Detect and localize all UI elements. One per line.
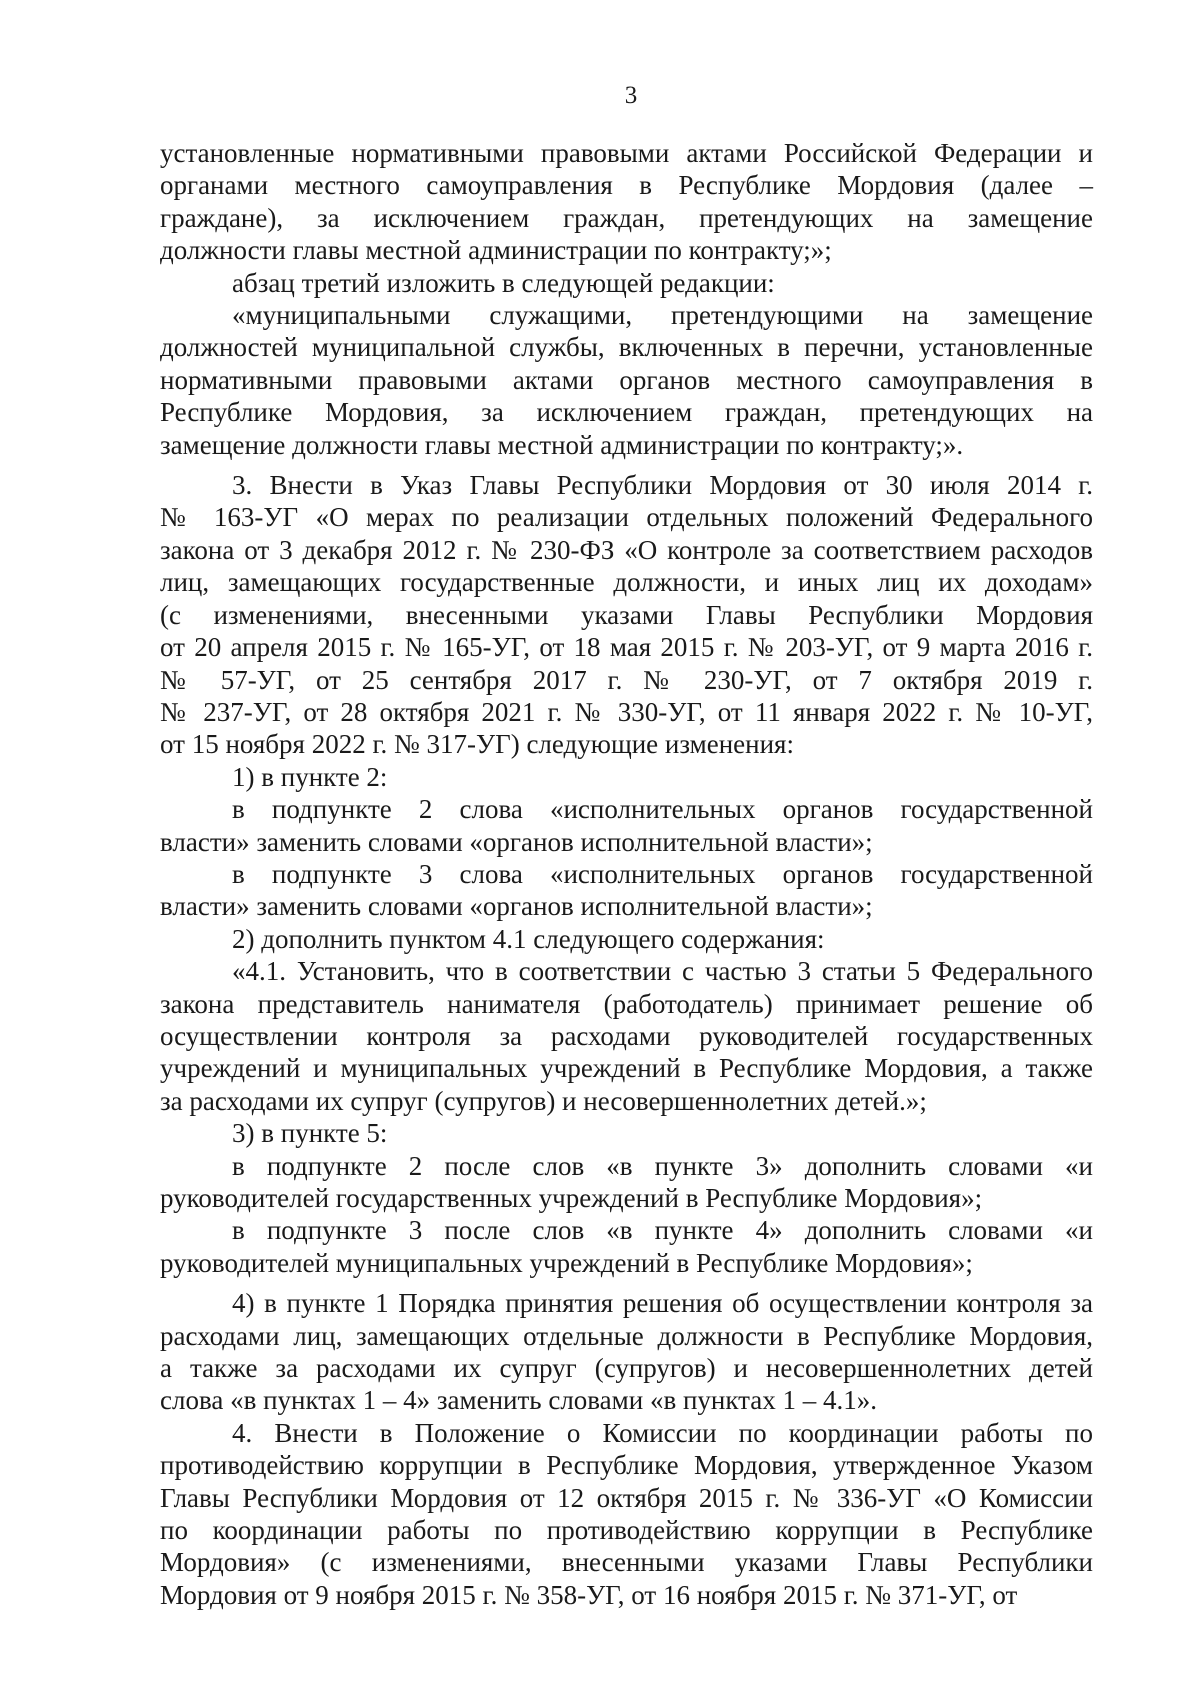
text-line: по координации работы по противодействию коррупции в Республике bbox=[160, 1515, 1093, 1546]
text-line: 4. Внести в Положение о Комиссии по координации работы по bbox=[232, 1417, 1093, 1448]
text-line: в подпункте 3 после слов «в пункте 4» дополнить словами «и bbox=[232, 1215, 1093, 1246]
text-line: Главы Республики Мордовия от 12 октября 2015 г. № 336-УГ «О Комиссии bbox=[160, 1482, 1093, 1513]
text-line: органами местного самоуправления в Республике Мордовия (далее – bbox=[160, 170, 1093, 201]
text-line: нормативными правовыми актами органов местного самоуправления в bbox=[160, 364, 1093, 395]
paragraph bbox=[160, 1117, 1093, 1149]
text-line: абзац третий изложить в следующей редакции: bbox=[232, 267, 775, 298]
text-line: должности главы местной администрации по контракту;»; bbox=[160, 235, 832, 266]
paragraph bbox=[160, 137, 1093, 267]
text-line: руководителей муниципальных учреждений в Республике Мордовия»; bbox=[160, 1247, 973, 1278]
text-line: замещение должности главы местной администрации по контракту;». bbox=[160, 429, 964, 460]
paragraph bbox=[160, 469, 1093, 761]
text-line: закона представитель нанимателя (работодатель) принимает решение об bbox=[160, 988, 1093, 1019]
text-line: осуществлении контроля за расходами руководителей государственных bbox=[160, 1020, 1093, 1051]
text-line: (с изменениями, внесенными указами Главы Республики Мордовия bbox=[160, 599, 1093, 630]
text-line: в подпункте 2 после слов «в пункте 3» дополнить словами «и bbox=[232, 1150, 1093, 1181]
paragraph bbox=[160, 761, 1093, 793]
text-line: 1) в пункте 2: bbox=[232, 761, 388, 792]
text-line: от 15 ноября 2022 г. № 317-УГ) следующие изменения: bbox=[160, 729, 794, 760]
text-line: 3) в пункте 5: bbox=[232, 1118, 388, 1149]
text-line: Мордовия от 9 ноября 2015 г. № 358-УГ, от 16 ноября 2015 г. № 371-УГ, от bbox=[160, 1579, 1018, 1610]
text-line: закона от 3 декабря 2012 г. № 230-ФЗ «О контроле за соответствием расходов bbox=[160, 534, 1093, 565]
text-line: власти» заменить словами «органов исполнительной власти»; bbox=[160, 826, 873, 857]
text-line: учреждений и муниципальных учреждений в Республике Мордовия, а также bbox=[160, 1053, 1093, 1084]
paragraph bbox=[160, 1417, 1093, 1611]
paragraph bbox=[160, 1214, 1093, 1279]
text-line: Республике Мордовия, за исключением граждан, претендующих на bbox=[160, 397, 1093, 428]
text-line: Мордовия» (с изменениями, внесенными указами Главы Республики bbox=[160, 1547, 1093, 1578]
paragraph bbox=[160, 267, 1093, 299]
text-line: «муниципальными служащими, претендующими на замещение bbox=[232, 300, 1093, 331]
text-line: слова «в пунктах 1 – 4» заменить словами «в пунктах 1 – 4.1». bbox=[160, 1385, 877, 1416]
paragraph bbox=[160, 1150, 1093, 1215]
text-line: 4) в пункте 1 Порядка принятия решения об осуществлении контроля за bbox=[232, 1288, 1093, 1319]
text-line: от 20 апреля 2015 г. № 165-УГ, от 18 мая 2015 г. № 203-УГ, от 9 марта 2016 г. bbox=[160, 632, 1093, 663]
paragraph bbox=[160, 858, 1093, 923]
text-line: а также за расходами их супруг (супругов) и несовершеннолетних детей bbox=[160, 1353, 1093, 1384]
text-line: власти» заменить словами «органов исполнительной власти»; bbox=[160, 891, 873, 922]
text-line: 2) дополнить пунктом 4.1 следующего содержания: bbox=[232, 923, 825, 954]
paragraph bbox=[160, 1287, 1093, 1417]
text-line: установленные нормативными правовыми актами Российской Федерации и bbox=[160, 138, 1093, 168]
paragraph bbox=[160, 955, 1093, 1117]
text-line: в подпункте 2 слова «исполнительных органов государственной bbox=[232, 794, 1093, 825]
text-line: в подпункте 3 слова «исполнительных органов государственной bbox=[232, 858, 1093, 889]
text-line: руководителей государственных учреждений в Республике Мордовия»; bbox=[160, 1183, 983, 1213]
document-body bbox=[160, 137, 1093, 1611]
text-line: № 237-УГ, от 28 октября 2021 г. № 330-УГ, от 11 января 2022 г. № 10-УГ, bbox=[160, 696, 1093, 727]
text-line: за расходами их супруг (супругов) и несовершеннолетних детей.»; bbox=[160, 1085, 927, 1116]
text-line: № 57-УГ, от 25 сентября 2017 г. № 230-УГ, от 7 октября 2019 г. bbox=[160, 664, 1093, 695]
paragraph bbox=[160, 793, 1093, 858]
text-line: противодействию коррупции в Республике Мордовия, утвержденное Указом bbox=[160, 1450, 1093, 1481]
text-line: должностей муниципальной службы, включенных в перечни, установленные bbox=[160, 332, 1093, 363]
text-line: № 163-УГ «О мерах по реализации отдельных положений Федерального bbox=[160, 502, 1093, 533]
paragraph bbox=[160, 299, 1093, 461]
text-line: граждане), за исключением граждан, претендующих на замещение bbox=[160, 202, 1093, 233]
text-line: лиц, замещающих государственные должности, и иных лиц их доходам» bbox=[160, 567, 1093, 598]
page-number: 3 bbox=[624, 82, 638, 109]
text-line: расходами лиц, замещающих отдельные должности в Республике Мордовия, bbox=[160, 1320, 1093, 1351]
text-line: «4.1. Установить, что в соответствии с частью 3 статьи 5 Федерального bbox=[232, 956, 1093, 987]
text-line: 3. Внести в Указ Главы Республики Мордовия от 30 июля 2014 г. bbox=[232, 470, 1093, 501]
paragraph bbox=[160, 923, 1093, 955]
